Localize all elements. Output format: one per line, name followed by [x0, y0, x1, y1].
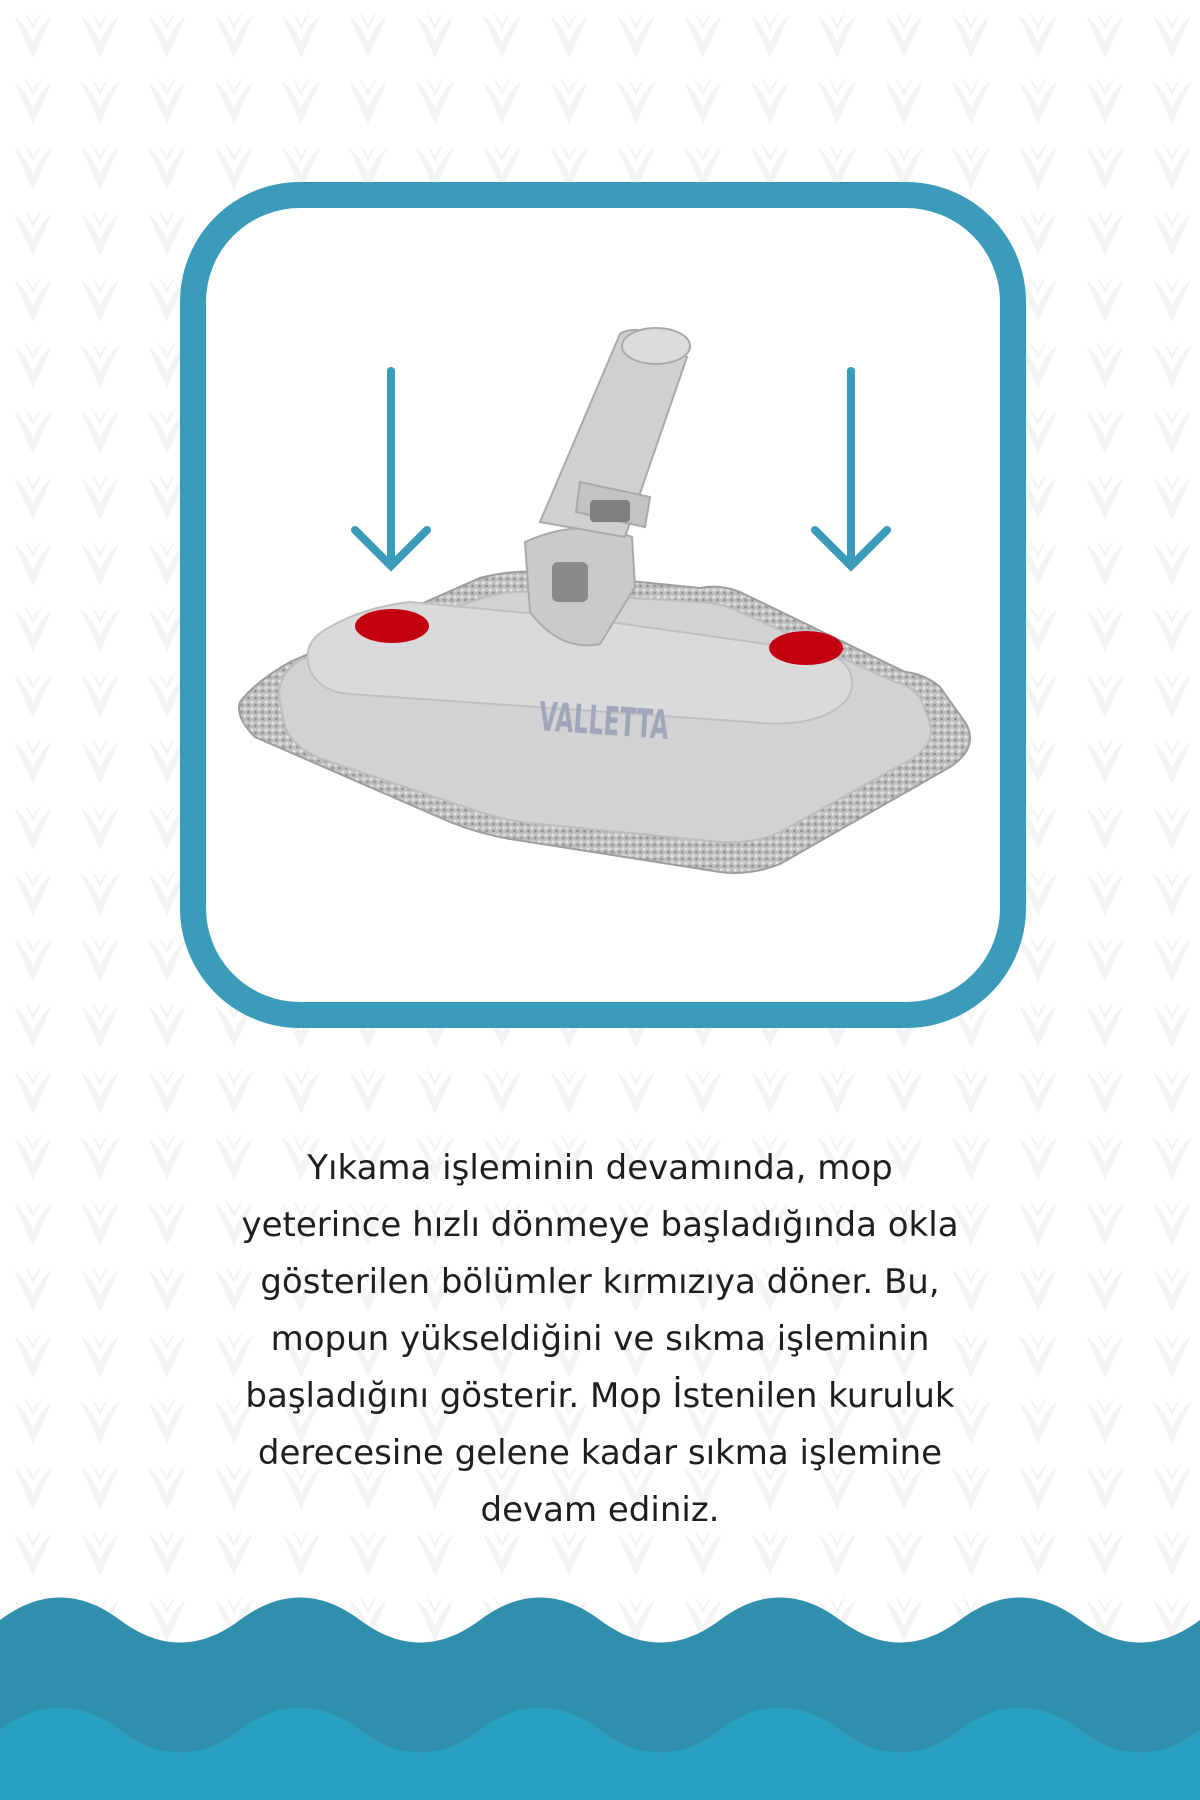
instruction-line: başladığını gösterir. Mop İstenilen kuruluk [245, 1376, 955, 1416]
instruction-line: gösterilen bölümler kırmızıya döner. Bu, [260, 1262, 940, 1302]
instruction-line: yeterince hızlı dönmeye başladığında okla [241, 1205, 959, 1245]
instruction-line: devam ediniz. [480, 1490, 720, 1530]
decorative-waves [0, 1590, 1200, 1800]
indicator-left [355, 609, 429, 643]
arrow-down-icon [355, 371, 427, 566]
arrow-down-icon [815, 371, 887, 566]
mop-head-image [180, 182, 1026, 1028]
brand-logo: VALLETTA [537, 694, 739, 754]
instruction-line: mopun yükseldiğini ve sıkma işleminin [270, 1319, 930, 1359]
instruction-line: Yıkama işleminin devamında, mop [307, 1148, 893, 1188]
instruction-text [150, 1140, 1050, 1539]
instruction-line: derecesine gelene kadar sıkma işlemine [257, 1433, 943, 1473]
indicator-right [769, 631, 843, 665]
